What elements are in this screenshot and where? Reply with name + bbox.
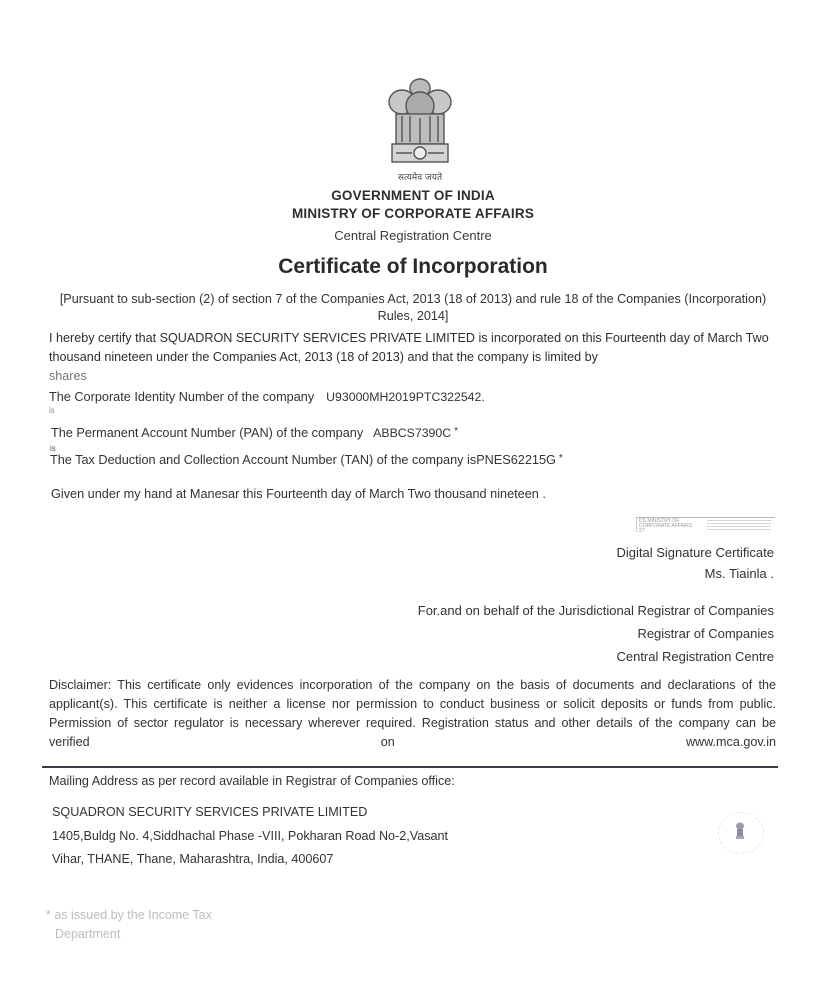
- signature-stamp-text: DS MINISTRY OF CORPORATE AFFAIRS 27: [639, 518, 693, 534]
- document-title: Certificate of Incorporation: [278, 255, 548, 278]
- asterisk: *: [558, 453, 563, 464]
- tan-line: [50, 453, 563, 467]
- signature-stamp-details: [707, 520, 771, 530]
- office-heading: Central Registration Centre: [334, 228, 492, 243]
- footnote: [46, 906, 212, 944]
- mailing-address-line: Vihar, THANE, Thane, Maharashtra, India, 400607: [52, 852, 334, 866]
- footnote-line: * as issued by the Income Tax: [46, 908, 212, 922]
- tan-label: The Tax Deduction and Collection Account Number (TAN) of the company is: [50, 453, 477, 467]
- cin-label: The Corporate Identity Number of the company: [49, 390, 315, 404]
- stray-text: is: [49, 406, 55, 415]
- tan-value: PNES62215G: [476, 453, 556, 467]
- pursuant-clause: [Pursuant to sub-section (2) of section 7 of the Companies Act, 2013 (18 of 2013) and rule 18 of the Companies (Incorporation) Rules, 2014]: [59, 292, 767, 323]
- dsc-label: Digital Signature Certificate: [616, 545, 774, 560]
- registrar-title: Registrar of Companies: [637, 626, 774, 641]
- cin-value: U93000MH2019PTC322542.: [326, 390, 485, 404]
- disclaimer: Disclaimer: This certificate only evidences incorporation of the company on the basis of documents and declarations of the applicant(s). This certificate is neither a license nor permission to conduct business or solicit deposits or funds from public. Permission of sector regulator is necessary wherever required. Registration status and other details of the company can be verified on www.mca.gov.in: [49, 678, 776, 749]
- pan-value: ABBCS7390C: [373, 426, 452, 440]
- asterisk: *: [454, 426, 459, 437]
- footnote-line: Department: [55, 927, 121, 941]
- emblem-motto: सत्यमेव जयते: [397, 173, 443, 183]
- government-heading: GOVERNMENT OF INDIA: [331, 188, 495, 203]
- certification-text: I hereby certify that SQUADRON SECURITY SERVICES PRIVATE LIMITED is incorporated on this Fourteenth day of March Two thousand nineteen under the Companies Act, 2013 (18 of 2013) and that the company is limited by: [49, 331, 769, 364]
- stray-text: is: [50, 444, 56, 453]
- certification-text-cut: shares: [49, 369, 87, 383]
- registrar-office: Central Registration Centre: [616, 649, 774, 664]
- digital-signature-stamp: [636, 517, 775, 532]
- mailing-address-company: SQUADRON SECURITY SERVICES PRIVATE LIMITED: [52, 805, 368, 819]
- ministry-heading: MINISTRY OF CORPORATE AFFAIRS: [291, 206, 535, 221]
- divider: [42, 766, 778, 768]
- pan-line: [51, 426, 458, 440]
- state-emblem-icon: [372, 72, 468, 184]
- behalf-line: For.and on behalf of the Jurisdictional Registrar of Companies: [417, 603, 774, 618]
- given-under-hand: Given under my hand at Manesar this Fourteenth day of March Two thousand nineteen .: [51, 487, 546, 501]
- mailing-address-line: 1405,Buldg No. 4,Siddhachal Phase -VIII, Pokharan Road No-2,Vasant: [52, 829, 449, 843]
- cin-line: [49, 390, 485, 404]
- mailing-address-heading: Mailing Address as per record available in Registrar of Companies office:: [49, 774, 455, 788]
- pan-label: The Permanent Account Number (PAN) of the company: [51, 426, 364, 440]
- signatory-name: Ms. Tiainla .: [704, 566, 774, 581]
- small-emblem-icon: [735, 822, 745, 840]
